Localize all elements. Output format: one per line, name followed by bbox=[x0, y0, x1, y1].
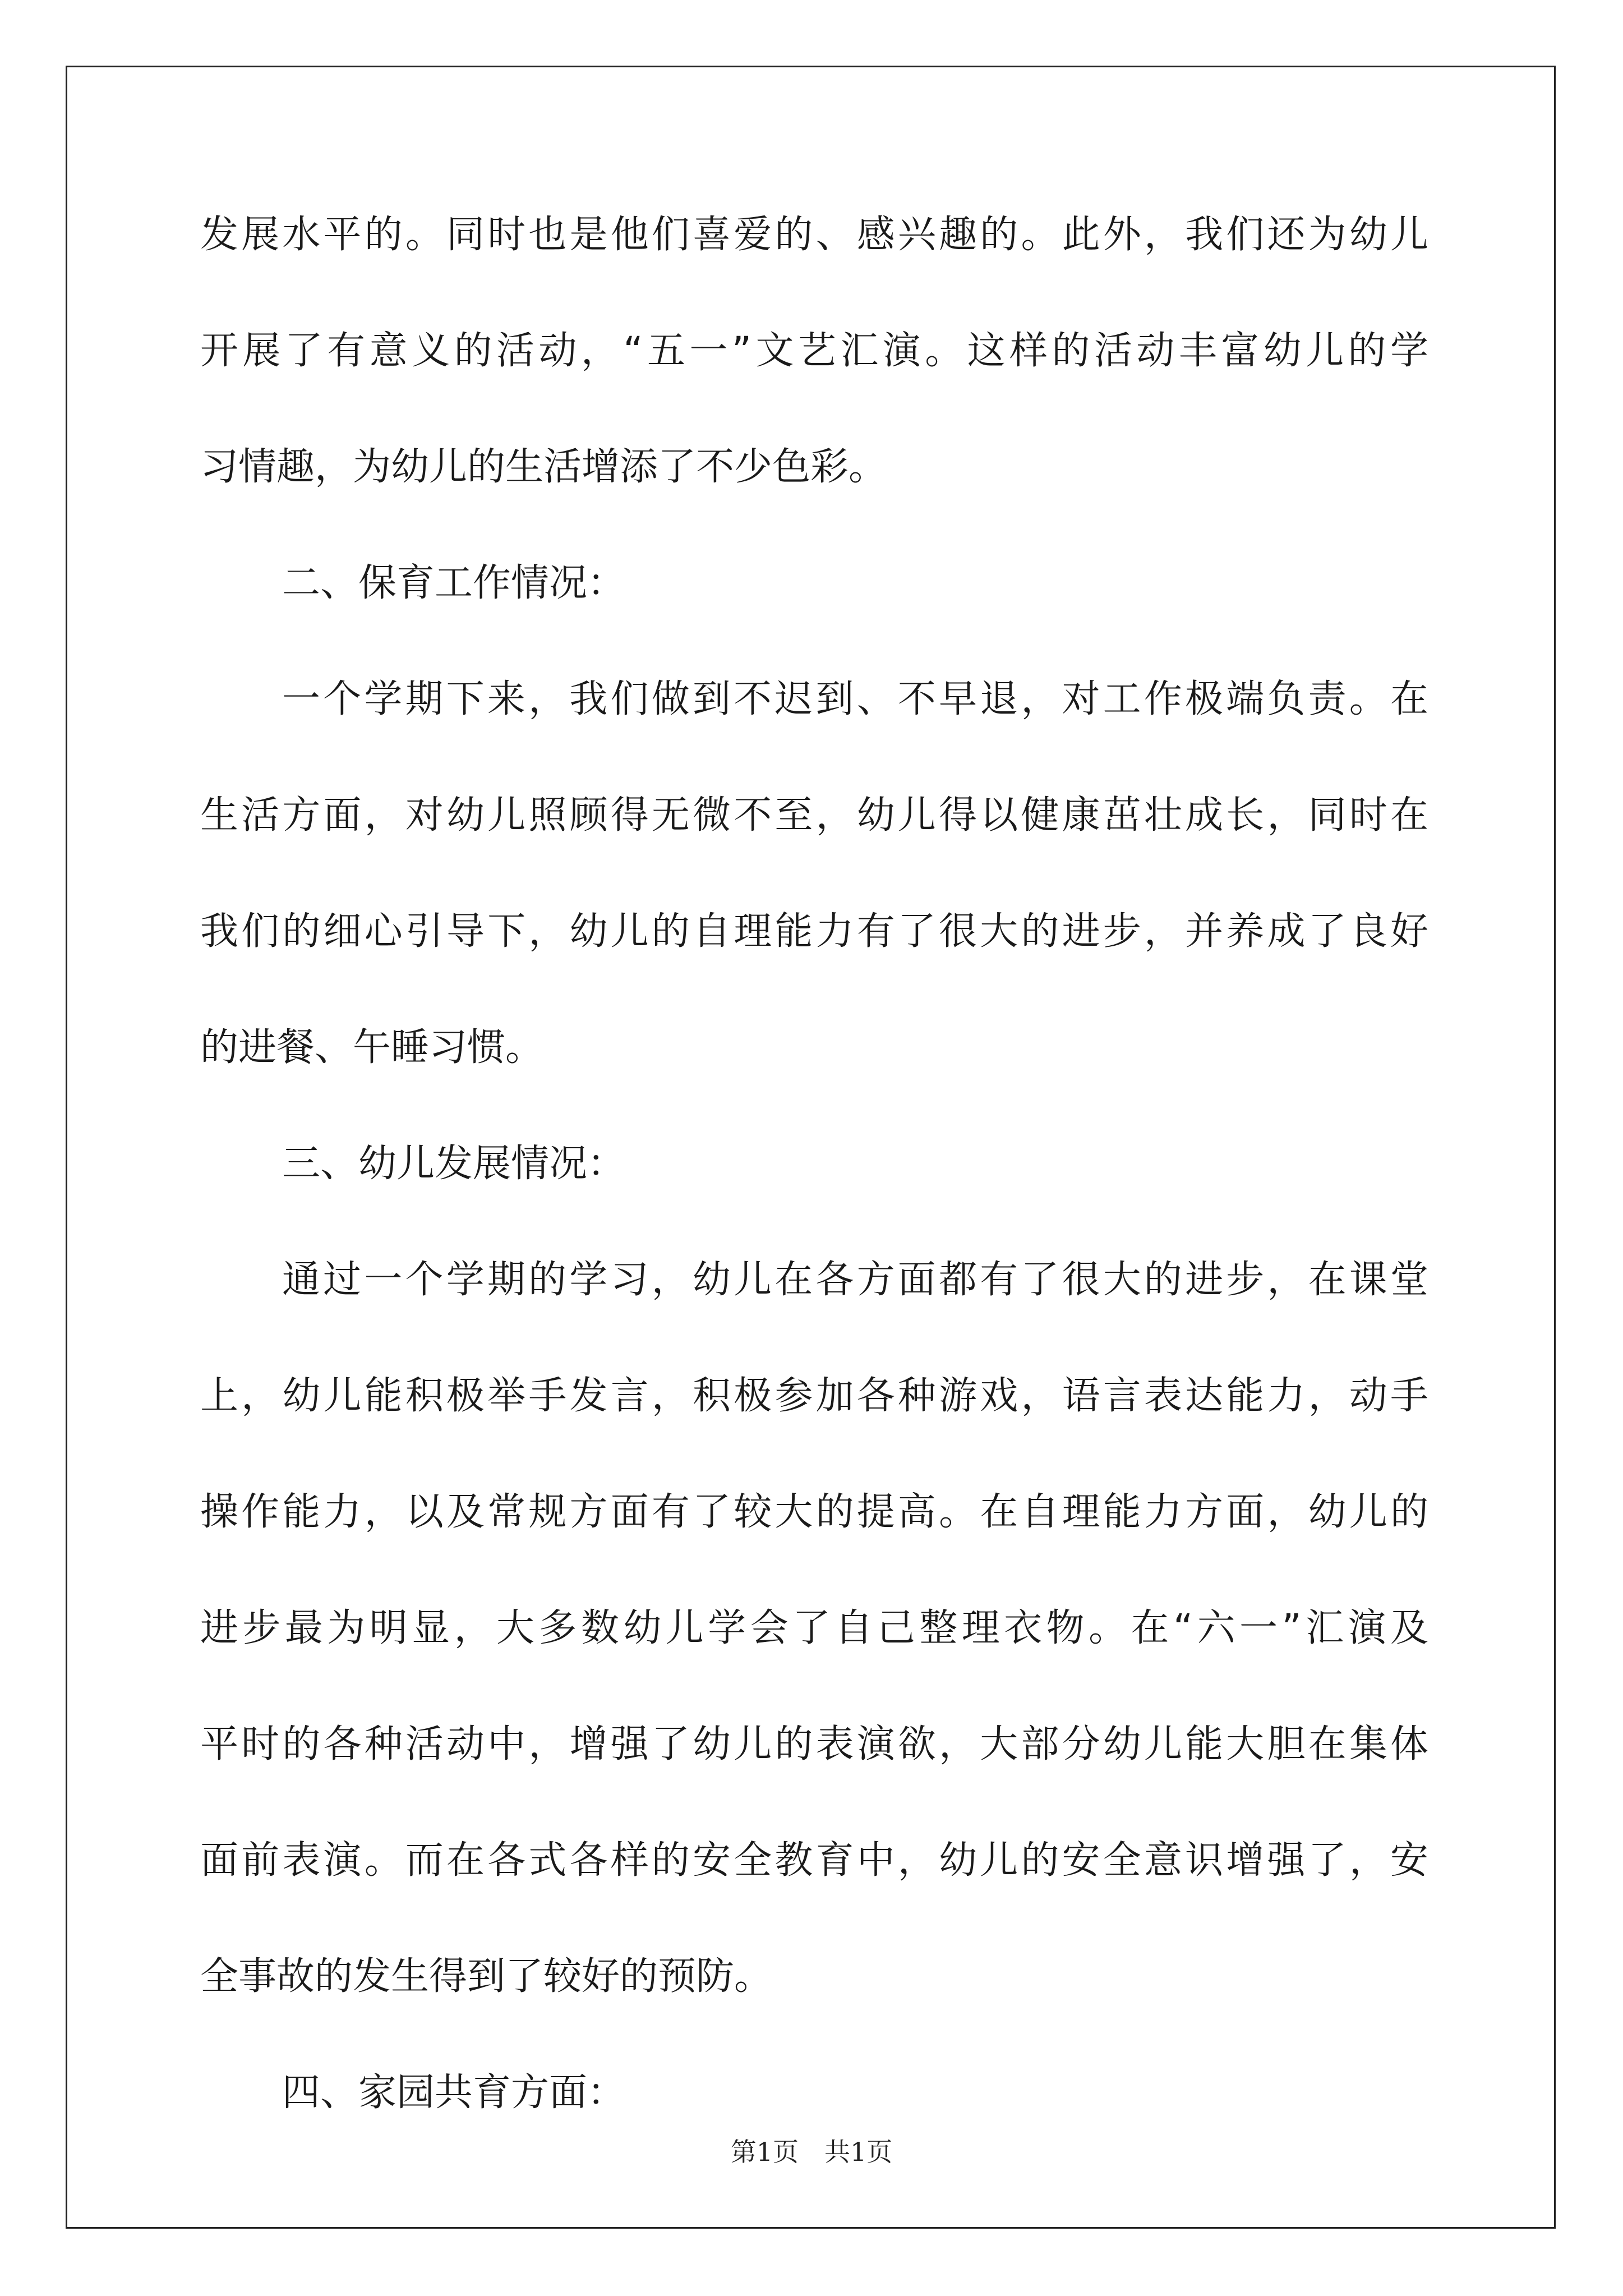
body-line: 平时的各种活动中，增强了幼儿的表演欲，大部分幼儿能大胆在集体 bbox=[200, 1722, 1428, 1766]
section-heading: 四、家园共育方面： bbox=[282, 2070, 626, 2115]
body-line: 我们的细心引导下，幼儿的自理能力有了很大的进步，并养成了良好 bbox=[200, 909, 1428, 954]
section-heading: 三、幼儿发展情况： bbox=[282, 1142, 626, 1186]
body-line: 进步最为明显，大多数幼儿学会了自己整理衣物。在“六一”汇演及 bbox=[200, 1606, 1428, 1650]
body-line: 全事故的发生得到了较好的预防。 bbox=[200, 1954, 773, 1999]
body-line: 上，幼儿能积极举手发言，积极参加各种游戏，语言表达能力，动手 bbox=[200, 1374, 1428, 1418]
section-heading: 二、保育工作情况： bbox=[282, 561, 626, 605]
body-line: 面前表演。而在各式各样的安全教育中，幼儿的安全意识增强了，安 bbox=[200, 1838, 1428, 1883]
body-line: 通过一个学期的学习，幼儿在各方面都有了很大的进步，在课堂 bbox=[282, 1258, 1428, 1302]
body-line: 习情趣，为幼儿的生活增添了不少色彩。 bbox=[200, 445, 887, 489]
body-line: 生活方面，对幼儿照顾得无微不至，幼儿得以健康茁壮成长，同时在 bbox=[200, 793, 1428, 838]
body-line: 发展水平的。同时也是他们喜爱的、感兴趣的。此外，我们还为幼儿 bbox=[200, 213, 1428, 257]
body-line: 一个学期下来，我们做到不迟到、不早退，对工作极端负责。在 bbox=[282, 677, 1428, 721]
body-line: 操作能力，以及常规方面有了较大的提高。在自理能力方面，幼儿的 bbox=[200, 1490, 1428, 1534]
body-line: 的进餐、午睡习惯。 bbox=[200, 1025, 544, 1070]
document-body bbox=[200, 213, 1428, 2190]
page-number-footer: 第1页 共1页 bbox=[730, 2137, 893, 2167]
body-line: 开展了有意义的活动，“五一”文艺汇演。这样的活动丰富幼儿的学 bbox=[200, 329, 1428, 373]
